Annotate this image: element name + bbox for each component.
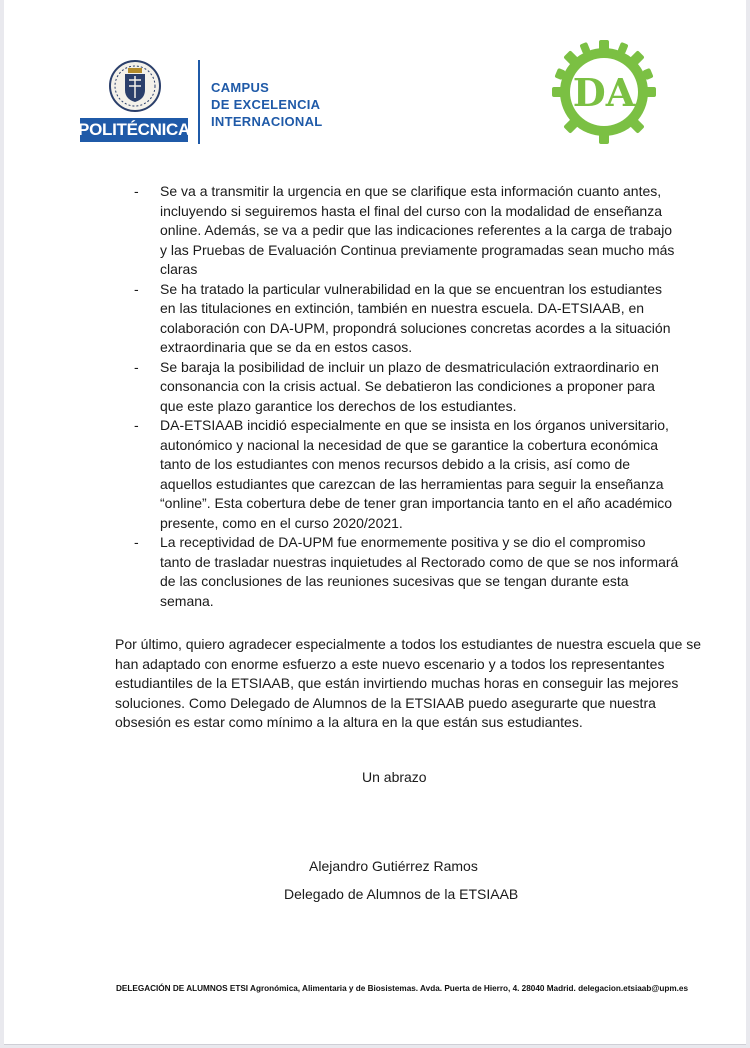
upm-crest-icon (108, 56, 162, 116)
politecnica-label: POLITÉCNICA (80, 118, 188, 142)
campus-line: INTERNACIONAL (211, 114, 323, 129)
list-item (134, 358, 679, 417)
bullet-text: La receptividad de DA-UPM fue enormemente positiva y se dio el compromiso tanto de trasladar nuestras inquietudes al Rectorado como de que se nos informará de las conclusiones de las reuniones sucesivas que se tengan durante esta semana. (160, 534, 679, 609)
list-item (134, 533, 679, 611)
document-page (4, 0, 746, 1045)
list-item (134, 416, 679, 533)
bullet-dash: - (134, 280, 139, 297)
bullet-text: DA-ETSIAAB incidió especialmente en que se insista en los órganos universitario, autonómico y nacional la necesidad de que se garantice la cobertura económica tanto de los estudiantes con menos recursos debido a la crisis, así como de aquellos estudiantes que carezcan de las herramientas para seguir la enseñanza “online”. Esta cobertura debe de tener gran importancia tanto en el año académico presente, como en el curso 2020/2021. (160, 417, 673, 531)
campus-line: CAMPUS (211, 80, 270, 95)
upm-header (80, 52, 340, 146)
da-logo-letters: DA (572, 70, 636, 115)
header-divider (198, 60, 200, 144)
footer-address: DELEGACIÓN DE ALUMNOS ETSI Agronómica, Alimentaria y de Biosistemas. Avda. Puerta de Hierro, 4. 28040 Madrid. delegacion.etsiaab@upm.es (116, 984, 689, 993)
list-item (134, 280, 679, 358)
bullet-dash: - (134, 183, 139, 199)
bullet-dash: - (134, 534, 139, 550)
farewell: Un abrazo (362, 769, 427, 785)
bullet-dash: - (134, 358, 139, 375)
list-item (134, 182, 679, 280)
signer-role: Delegado de Alumnos de la ETSIAAB (284, 886, 519, 902)
signer-name: Alejandro Gutiérrez Ramos (309, 858, 478, 874)
da-logo-icon (549, 38, 659, 146)
campus-line: DE EXCELENCIA (211, 97, 321, 112)
campus-excelencia-text (211, 79, 323, 130)
bullet-text: Se baraja la posibilidad de incluir un plazo de desmatriculación extraordinario en consonancia con la crisis actual. Se debatieron las condiciones a proponer para que este plazo garantice los derechos de los estudiantes. (160, 358, 659, 414)
meeting-points-list (134, 182, 679, 611)
closing-paragraph: Por último, quiero agradecer especialmente a todos los estudiantes de nuestra escuela que se han adaptado con enorme esfuerzo a este nuevo escenario y a todos los representantes estudiantiles de la ETSIAAB, que están invirtiendo muchas horas en conseguir las mejores soluciones. Como Delegado de Alumnos de la ETSIAAB puedo asegurarte que nuestra obsesión es estar como mínimo a la altura en la que están sus estudiantes. (115, 636, 702, 730)
bullet-dash: - (134, 417, 139, 433)
bullet-text: Se va a transmitir la urgencia en que se clarifique esta información cuanto antes, incluyendo si seguiremos hasta el final del curso con la modalidad de enseñanza online. Además, se va a pedir que las indicaciones referentes a la carga de trabajo y las Pruebas de Evaluación Continua previamente programadas sean mucho más claras (160, 183, 675, 277)
bullet-text: Se ha tratado la particular vulnerabilidad en la que se encuentran los estudiantes en las titulaciones en extinción, también en nuestra escuela. DA-ETSIAAB, en colaboración con DA-UPM, propondrá soluciones concretas acordes a la situación extraordinaria que se da en estos casos. (160, 280, 671, 355)
